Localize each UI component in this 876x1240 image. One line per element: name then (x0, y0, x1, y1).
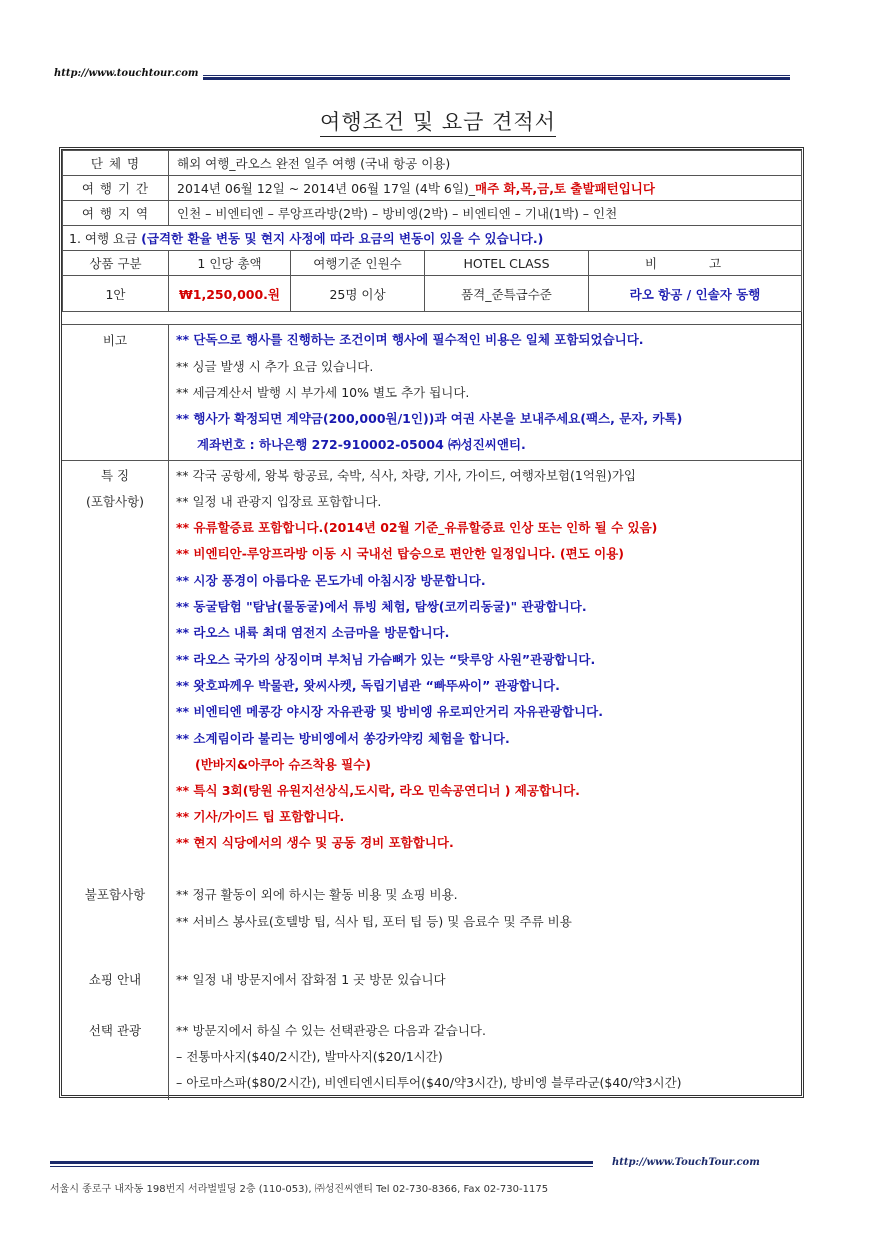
feature-line-12: (반바지&아쿠아 슈즈착용 필수) (195, 757, 371, 772)
excluded-line-1: ** 정규 활동이 외에 하시는 활동 비용 및 쇼핑 비용. (176, 887, 458, 902)
row-period (63, 176, 802, 201)
feature-line-3: ** 유류할증료 포함합니다.(2014년 02월 기준_유류할증료 인상 또는 인하 될 수 있음) (176, 520, 658, 535)
col-people: 여행기준 인원수 (291, 251, 425, 276)
period-note: 매주 화,목,금,토 출발패턴입니다 (475, 181, 655, 196)
fee-hotel: 품격_준특급수준 (425, 276, 589, 312)
row-region (63, 201, 802, 226)
footer-address: 서울시 종로구 내자동 198번지 서라벌빌딩 2층 (110-053), ㈜성진씨앤티 Tel 02-730-8366, Fax 02-730-1175 (50, 1184, 549, 1195)
features-sublabel: (포함사항) (85, 494, 145, 509)
header-rule-thick (203, 77, 790, 80)
feature-line-8: ** 라오스 국가의 상징이며 부처님 가슴뼈가 있는 “탓루앙 사원”관광합니다. (176, 652, 596, 667)
row-group (63, 151, 802, 176)
region-value: 인천 – 비엔티엔 – 루앙프라방(2박) – 방비엥(2박) – 비엔티엔 – 기내(1박) – 인천 (169, 201, 802, 226)
notes-line-5: 계좌번호 : 하나은행 272-910002-05004 ㈜성진씨앤티. (197, 437, 526, 452)
region-label: 여 행 지 역 (63, 201, 169, 226)
optional-line-2: – 전통마사지($40/2시간), 발마사지($20/1시간) (176, 1049, 443, 1064)
row-fee-values (63, 276, 802, 312)
optional-line-1: ** 방문지에서 하실 수 있는 선택관광은 다음과 같습니다. (176, 1023, 486, 1038)
col-price: 1 인당 총액 (169, 251, 291, 276)
feature-line-14: ** 기사/가이드 팁 포함합니다. (176, 809, 345, 824)
optional-label: 선택 관광 (88, 1023, 142, 1038)
row-fee-heading (63, 226, 802, 251)
fee-heading-prefix: 1. 여행 요금 (69, 231, 142, 246)
col-remark: 비 고 (589, 251, 802, 276)
fee-remark: 라오 항공 / 인솔자 동행 (589, 276, 802, 312)
footer-rule-thick (50, 1161, 593, 1164)
feature-line-4: ** 비엔티안-루앙프라방 이동 시 국내선 탑승으로 편안한 일정입니다. (편도 이용) (176, 546, 624, 561)
feature-line-10: ** 비엔티엔 메콩강 야시장 자유관광 및 방비엥 유로피안거리 자유관광합니다. (176, 704, 603, 719)
notes-line-3: ** 세금계산서 발행 시 부가세 10% 별도 추가 됩니다. (176, 385, 470, 400)
excluded-line-2: ** 서비스 봉사료(호텔방 팁, 식사 팁, 포터 팁 등) 및 음료수 및 주류 비용 (176, 914, 572, 929)
col-plan: 상품 구분 (63, 251, 169, 276)
info-table (62, 150, 802, 312)
notes-line-2: ** 싱글 발생 시 추가 요금 있습니다. (176, 359, 374, 374)
period-label: 여 행 기 간 (63, 176, 169, 201)
header-url: http://www.touchtour.com (54, 68, 199, 79)
shopping-line-1: ** 일정 내 방문지에서 잡화점 1 곳 방문 있습니다 (176, 972, 446, 987)
features-label: 특 징 (100, 468, 130, 483)
feature-line-5: ** 시장 풍경이 아름다운 몬도가네 아침시장 방문합니다. (176, 573, 486, 588)
feature-line-15: ** 현지 식당에서의 생수 및 공동 경비 포함합니다. (176, 835, 454, 850)
fee-price: ₩1,250,000.원 (169, 276, 291, 312)
fee-people: 25명 이상 (291, 276, 425, 312)
feature-line-1: ** 각국 공항세, 왕복 항공료, 숙박, 식사, 차량, 기사, 가이드, 여행자보험(1억원)가입 (176, 468, 637, 483)
notes-line-4: ** 행사가 확정되면 계약금(200,000원/1인))과 여권 사본을 보내주세요(팩스, 문자, 카톡) (176, 411, 683, 426)
features-body (168, 461, 801, 1100)
features-section (62, 460, 801, 1100)
excluded-label: 불포함사항 (84, 887, 146, 902)
notes-section (62, 324, 801, 460)
footer-url: http://www.TouchTour.com (612, 1157, 760, 1168)
fee-plan: 1안 (63, 276, 169, 312)
feature-line-13: ** 특식 3회(탕원 유원지선상식,도시락, 라오 민속공연디너 ) 제공합니다. (176, 783, 580, 798)
period-cell (169, 176, 802, 201)
fee-heading-note: (급격한 환율 변동 및 현지 사정에 따라 요금의 변동이 있을 수 있습니다.) (141, 231, 544, 246)
feature-line-7: ** 라오스 내륙 최대 염전지 소금마을 방문합니다. (176, 625, 450, 640)
fee-heading (63, 226, 802, 251)
period-value: 2014년 06월 12일 ~ 2014년 06월 17일 (4박 6일)_ (177, 181, 476, 196)
group-value: 해외 여행_라오스 완전 일주 여행 (국내 항공 이용) (169, 151, 802, 176)
group-label: 단 체 명 (63, 151, 169, 176)
header-rule-thin (203, 75, 790, 76)
feature-line-6: ** 동굴탐험 "탐남(물동굴)에서 튜빙 체험, 탐쌍(코끼리동굴)" 관광합니다. (176, 599, 587, 614)
notes-body (168, 325, 801, 460)
footer-rule-thin (50, 1166, 593, 1167)
optional-line-3: – 아로마스파($80/2시간), 비엔티엔시티투어($40/약3시간), 방비엥 블루라군($40/약3시간) (176, 1075, 682, 1090)
col-hotel: HOTEL CLASS (425, 251, 589, 276)
quote-document (59, 147, 804, 1098)
shopping-label: 쇼핑 안내 (88, 972, 142, 987)
notes-line-1: ** 단독으로 행사를 진행하는 조건이며 행사에 필수적인 비용은 일체 포함되었습니다. (176, 332, 644, 347)
row-fee-columns (63, 251, 802, 276)
page-title (0, 106, 876, 136)
page-title-text: 여행조건 및 요금 견적서 (320, 110, 556, 137)
notes-label: 비고 (102, 333, 128, 348)
feature-line-11: ** 소계림이라 불리는 방비엥에서 쏭강카약킹 체험을 합니다. (176, 731, 510, 746)
feature-line-2: ** 일정 내 관광지 입장료 포함합니다. (176, 494, 382, 509)
feature-line-9: ** 왓호파께우 박물관, 왓씨사켓, 독립기념관 “빠뚜싸이” 관광합니다. (176, 678, 560, 693)
